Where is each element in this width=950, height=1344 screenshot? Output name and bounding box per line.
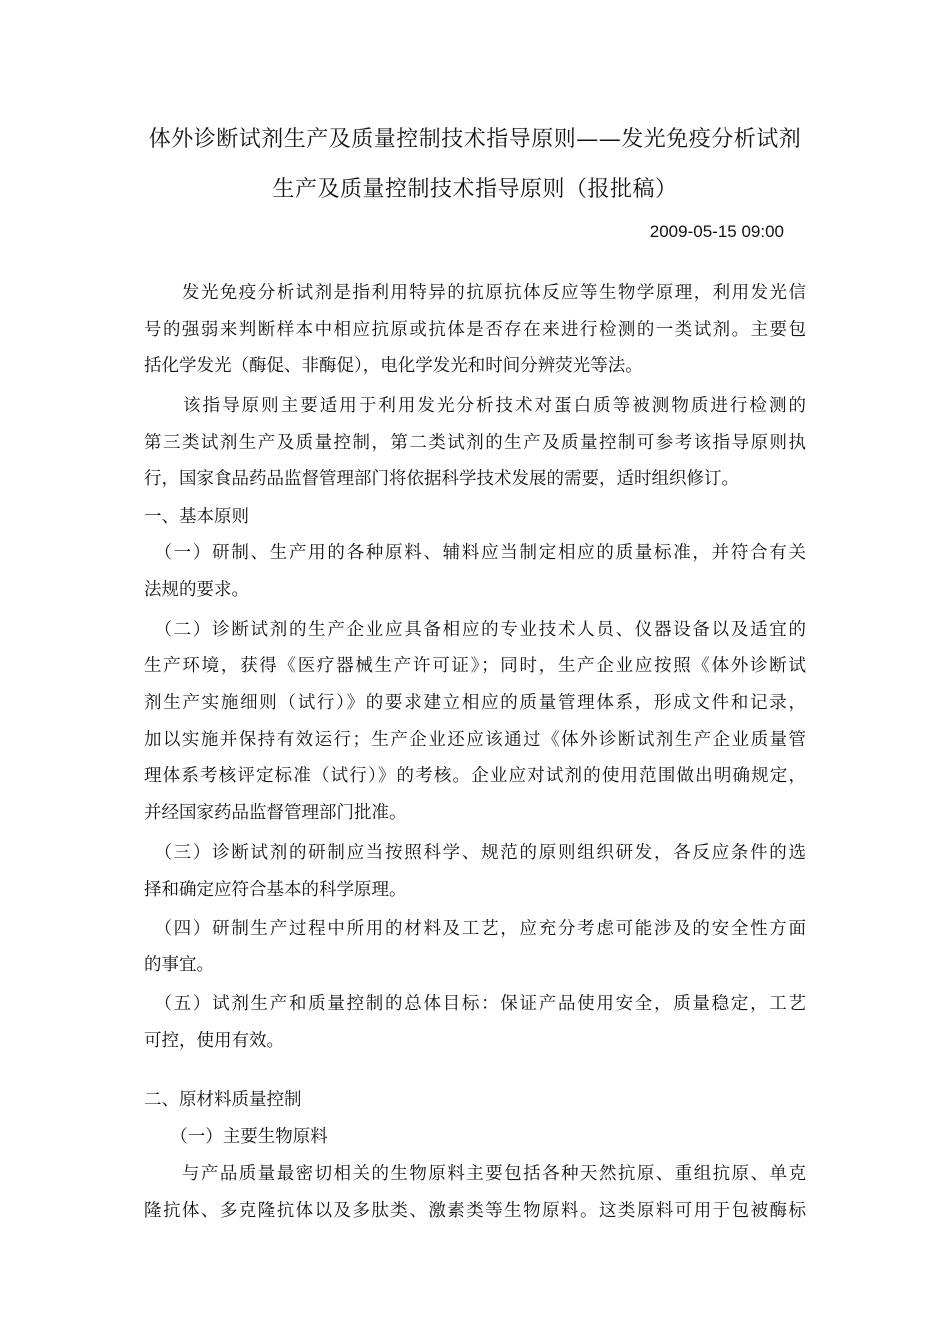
body-line: （五）试剂生产和质量控制的总体目标：保证产品使用安全，质量稳定，工艺: [144, 994, 806, 1014]
body-line: 行，国家食品药品监督管理部门将依据科学技术发展的需要，适时组织修订。: [144, 469, 739, 489]
subsection-heading: （一）主要生物原料: [144, 1127, 328, 1147]
document-title-line-1: 体外诊断试剂生产及质量控制技术指导原则——发光免疫分析试剂: [148, 127, 802, 152]
body-line: （一）研制、生产用的各种原料、辅料应当制定相应的质量标准，并符合有关: [144, 543, 806, 563]
body-line: （二）诊断试剂的生产企业应具备相应的专业技术人员、仪器设备以及适宜的: [144, 620, 806, 640]
body-line: （三）诊断试剂的研制应当按照科学、规范的原则组织研发，各反应条件的选: [144, 843, 806, 863]
body-line: 与产品质量最密切相关的生物原料主要包括各种天然抗原、重组抗原、单克: [144, 1164, 806, 1184]
document-title-line-2: 生产及质量控制技术指导原则（报批稿）: [272, 177, 678, 202]
body-line: 法规的要求。: [144, 580, 249, 600]
body-line: 发光免疫分析试剂是指利用特异的抗原抗体反应等生物学原理，利用发光信: [144, 283, 806, 303]
body-line: 择和确定应符合基本的科学原理。: [144, 880, 407, 900]
body-line: 该指导原则主要适用于利用发光分析技术对蛋白质等被测物质进行检测的: [144, 396, 806, 416]
publish-date: 2009-05-15 09:00: [649, 222, 784, 241]
body-line: 加以实施并保持有效运行；生产企业还应该通过《体外诊断试剂生产企业质量管: [144, 730, 806, 750]
section-heading: 二、原材料质量控制: [144, 1090, 302, 1110]
body-line: 隆抗体、多克隆抗体以及多肽类、激素类等生物原料。这类原料可用于包被酶标: [144, 1201, 806, 1221]
body-line: 生产环境，获得《医疗器械生产许可证》；同时，生产企业应按照《体外诊断试: [144, 656, 806, 676]
body-line: 第三类试剂生产及质量控制，第二类试剂的生产及质量控制可参考该指导原则执: [144, 433, 806, 453]
body-line: 的事宜。: [144, 955, 214, 975]
body-line: 括化学发光（酶促、非酶促），电化学发光和时间分辨荧光等法。: [144, 356, 643, 376]
body-line: 剂生产实施细则（试行）》的要求建立相应的质量管理体系，形成文件和记录，: [144, 693, 806, 713]
body-line: 理体系考核评定标准（试行）》的考核。企业应对试剂的使用范围做出明确规定，: [144, 766, 806, 786]
section-heading: 一、基本原则: [144, 507, 249, 527]
body-line: 并经国家药品监督管理部门批准。: [144, 803, 407, 823]
body-line: 号的强弱来判断样本中相应抗原或抗体是否存在来进行检测的一类试剂。主要包: [144, 320, 806, 340]
body-line: 可控，使用有效。: [144, 1031, 284, 1051]
body-line: （四）研制生产过程中所用的材料及工艺，应充分考虑可能涉及的安全性方面: [144, 919, 806, 939]
